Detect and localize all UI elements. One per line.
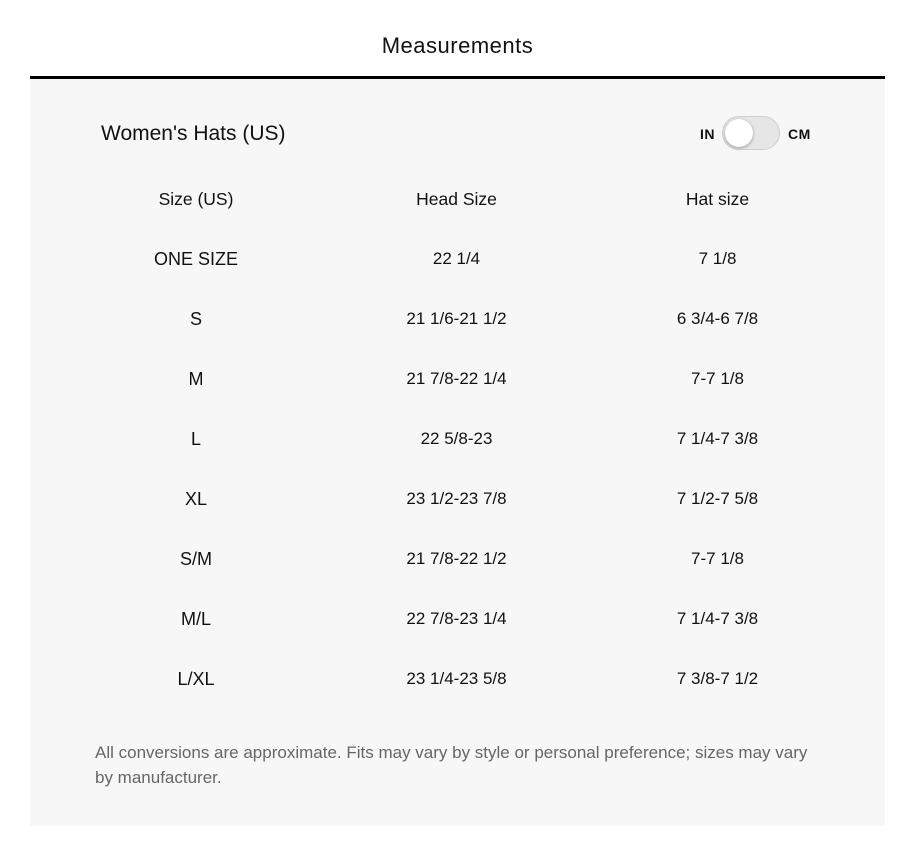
hat-size-cell: 7 1/8 bbox=[698, 249, 737, 268]
size-cell: L/XL bbox=[177, 669, 215, 689]
head-size-cell: 22 5/8-23 bbox=[420, 429, 493, 448]
unit-label-in: IN bbox=[700, 126, 715, 142]
unit-label-cm: CM bbox=[788, 126, 811, 142]
hat-size-cell: 6 3/4-6 7/8 bbox=[676, 309, 759, 328]
table-row bbox=[66, 299, 846, 359]
size-table bbox=[66, 179, 846, 719]
head-size-cell: 21 7/8-22 1/2 bbox=[406, 549, 507, 568]
size-cell: XL bbox=[184, 489, 208, 509]
table-row bbox=[66, 539, 846, 599]
unit-switch[interactable] bbox=[722, 116, 780, 150]
section-title: Women's Hats (US) bbox=[101, 122, 286, 145]
table-row bbox=[66, 479, 846, 539]
head-size-cell: 21 7/8-22 1/4 bbox=[406, 369, 507, 388]
size-cell: L bbox=[190, 429, 201, 449]
disclaimer-text: All conversions are approximate. Fits may vary by style or personal preference; sizes may vary by manufacturer. bbox=[95, 743, 808, 787]
column-header-head-size: Head Size bbox=[416, 189, 497, 209]
unit-toggle bbox=[698, 115, 818, 153]
head-size-cell: 23 1/2-23 7/8 bbox=[406, 489, 507, 508]
size-cell: ONE SIZE bbox=[153, 249, 238, 269]
size-cell: S bbox=[189, 309, 202, 329]
page-title: Measurements bbox=[381, 33, 534, 58]
head-size-cell: 22 1/4 bbox=[432, 249, 481, 268]
hat-size-cell: 7 1/4-7 3/8 bbox=[676, 429, 759, 448]
table-row bbox=[66, 659, 846, 719]
hat-size-cell: 7 3/8-7 1/2 bbox=[676, 669, 759, 688]
table-header-row bbox=[66, 179, 846, 239]
table-row bbox=[66, 419, 846, 479]
hat-size-cell: 7 1/4-7 3/8 bbox=[676, 609, 759, 628]
hat-size-cell: 7-7 1/8 bbox=[691, 549, 744, 568]
head-size-cell: 21 1/6-21 1/2 bbox=[406, 309, 507, 328]
hat-size-cell: 7 1/2-7 5/8 bbox=[676, 489, 759, 508]
column-header-hat-size: Hat size bbox=[685, 189, 750, 209]
size-cell: M bbox=[188, 369, 204, 389]
hat-size-cell: 7-7 1/8 bbox=[691, 369, 744, 388]
table-row bbox=[66, 599, 846, 659]
table-row bbox=[66, 359, 846, 419]
head-size-cell: 22 7/8-23 1/4 bbox=[406, 609, 507, 628]
column-header-size: Size (US) bbox=[158, 189, 234, 209]
measurements-panel bbox=[30, 79, 885, 826]
switch-knob bbox=[725, 119, 753, 147]
size-cell: S/M bbox=[179, 549, 212, 569]
size-cell: M/L bbox=[180, 609, 211, 629]
table-row bbox=[66, 239, 846, 299]
head-size-cell: 23 1/4-23 5/8 bbox=[406, 669, 507, 688]
